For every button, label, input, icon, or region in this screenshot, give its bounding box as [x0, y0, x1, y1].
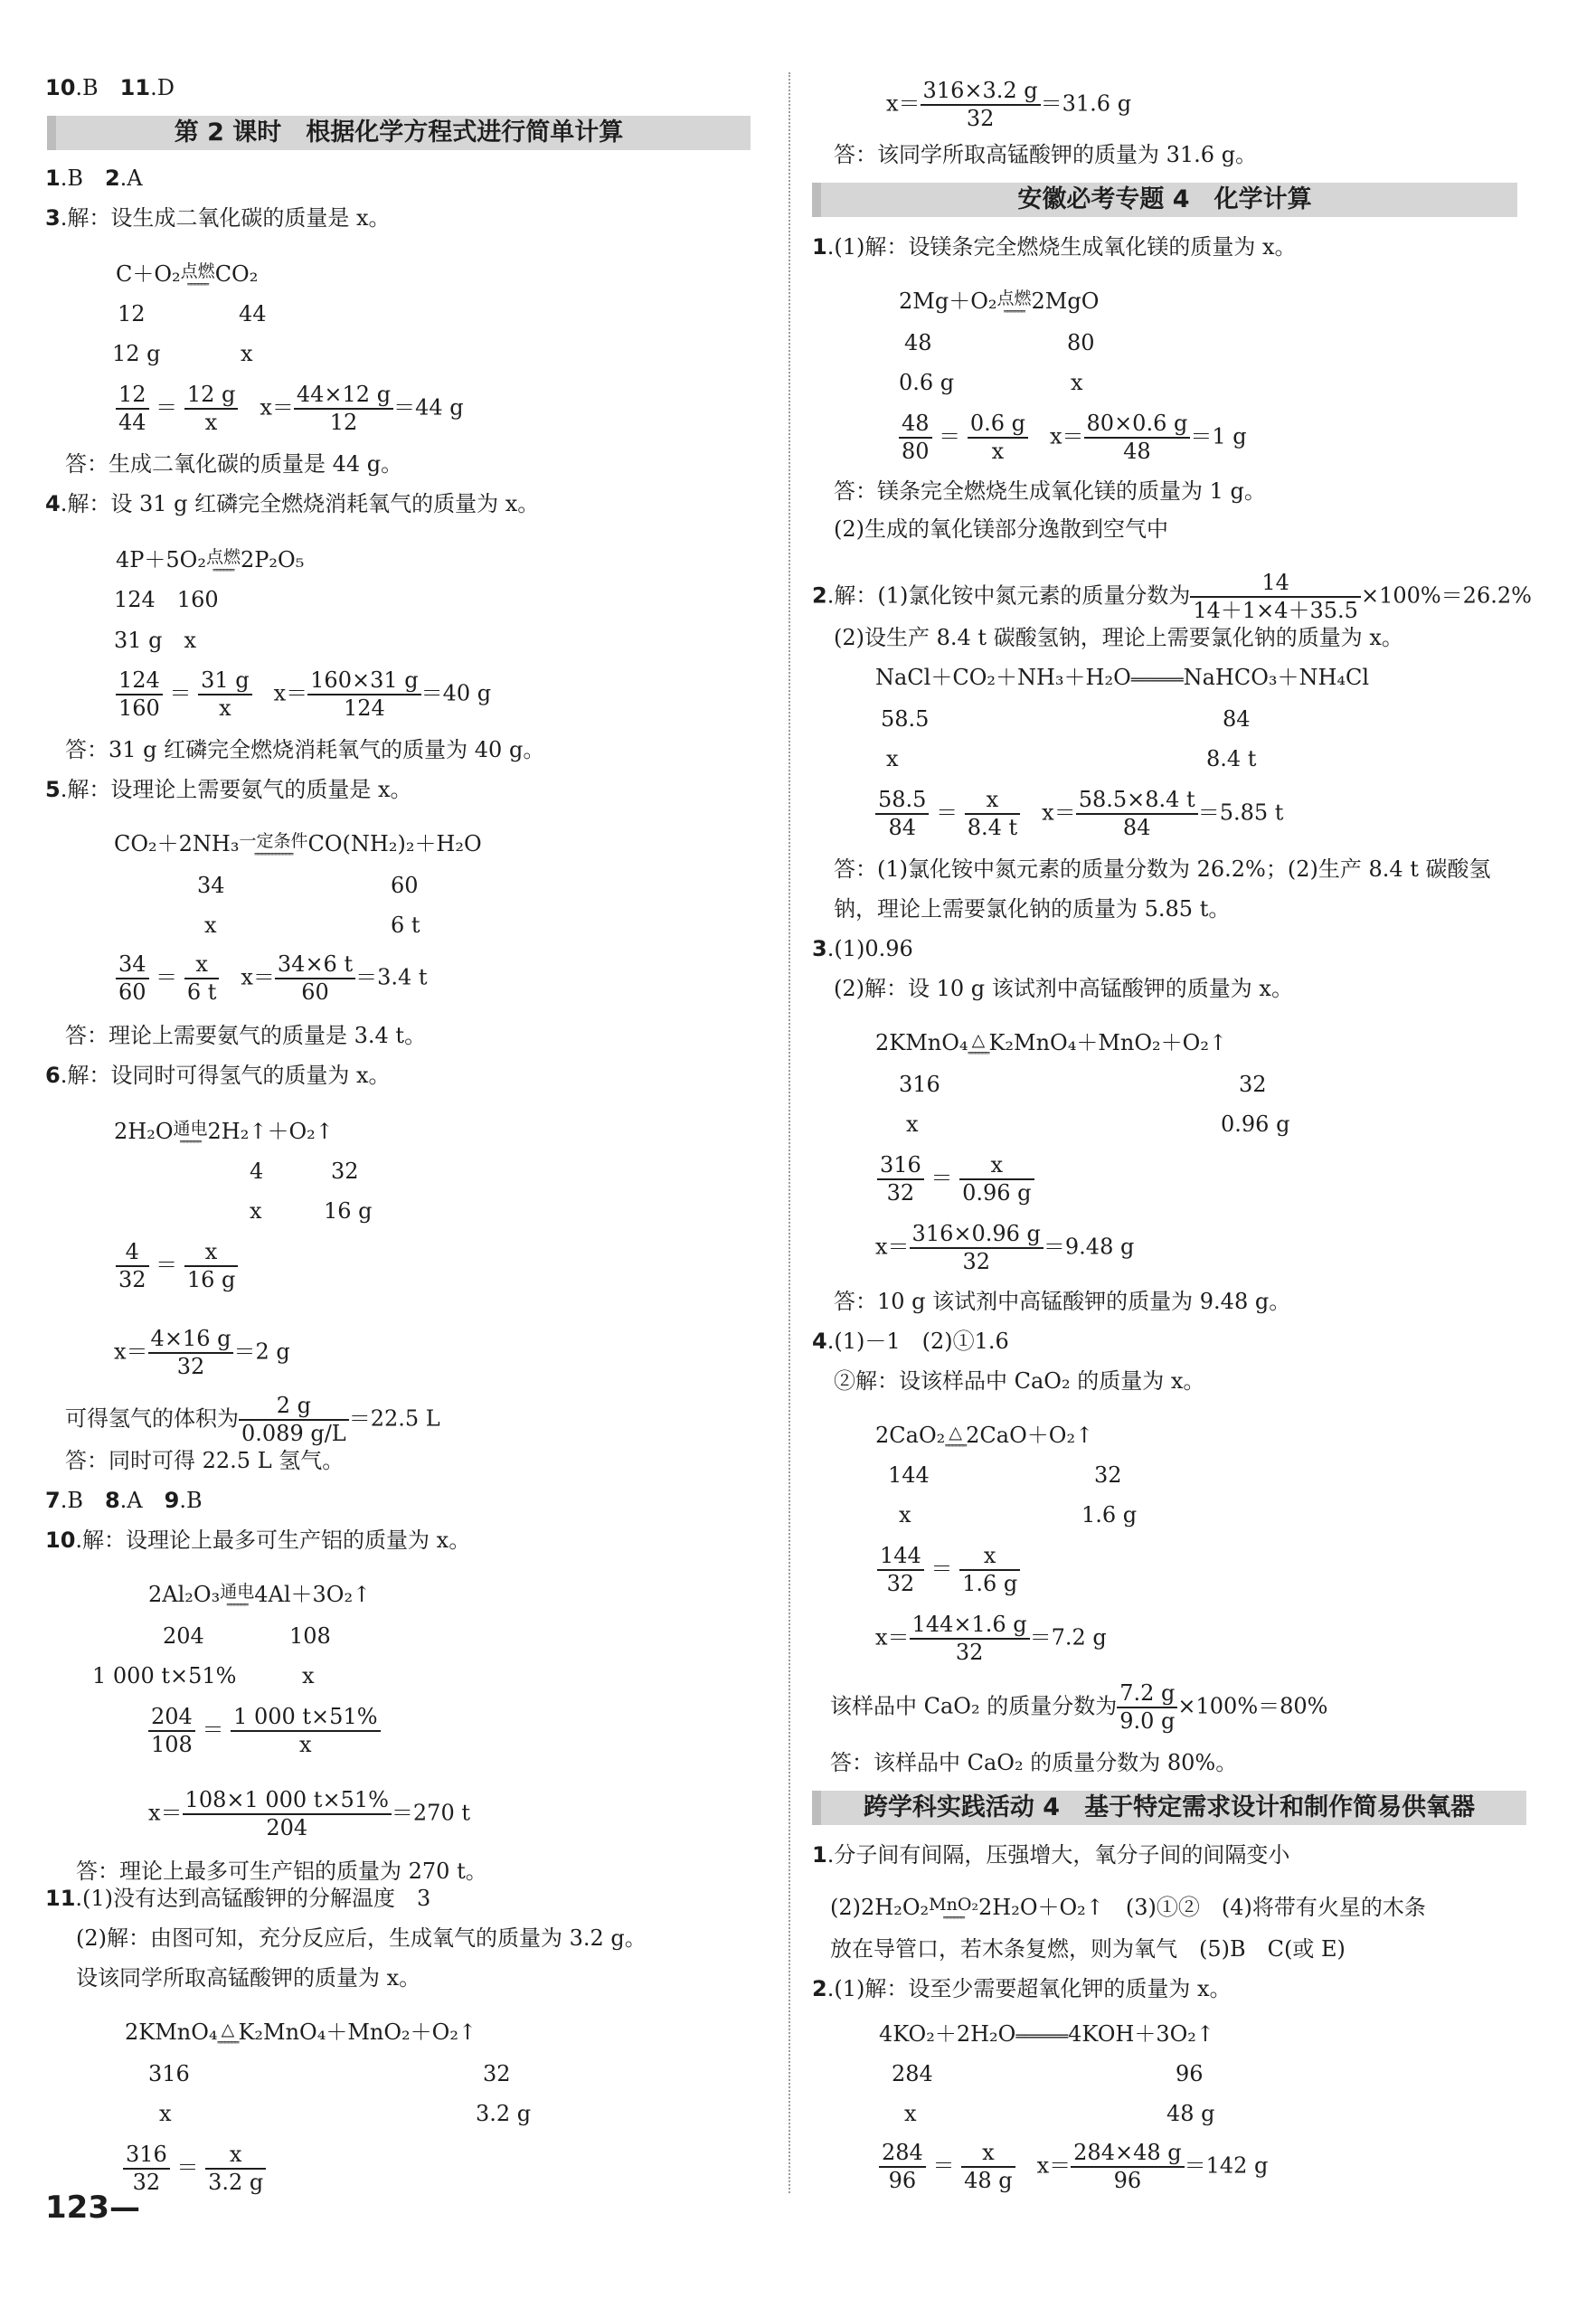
- topic-question-4: 4.(1)－1 (2)①1.6: [812, 1329, 1009, 1354]
- solution-q10: x＝ $\frac{108\times 1 000 t\times 51\%}{204}$ ＝270 t: [148, 1787, 470, 1840]
- molar-mass: 108: [289, 1623, 331, 1649]
- molar-mass: 32: [1239, 1072, 1267, 1097]
- molar-mass: 12: [118, 301, 146, 326]
- topic-question-1: 1.(1)解：设镁条完全燃烧生成氧化镁的质量为 x。: [812, 234, 1297, 260]
- section-banner-topic-4: 安徽必考专题 4 化学计算: [812, 183, 1517, 217]
- question-11-setup: 设该同学所取高锰酸钾的质量为 x。: [76, 1965, 421, 1991]
- activity-question-2: 2.(1)解：设至少需要超氧化钾的质量为 x。: [812, 1976, 1232, 2001]
- molar-mass: 32: [1094, 1462, 1122, 1488]
- molar-mass: 4: [250, 1159, 264, 1184]
- molar-mass: 32: [483, 2061, 511, 2086]
- answer-q10: 答：理论上最多可生产铝的质量为 270 t。: [76, 1859, 487, 1884]
- answer-q4: 答：31 g 红磷完全燃烧消耗氧气的质量为 40 g。: [65, 737, 545, 762]
- molar-mass: 124 160: [114, 587, 219, 612]
- molar-mass: 32: [331, 1159, 359, 1184]
- question-6: 6.解：设同时可得氢气的质量为 x。: [45, 1063, 391, 1088]
- molar-mass: 58.5: [881, 706, 930, 732]
- answer-line-7-9: 7.B 8.A 9.B: [45, 1488, 203, 1513]
- molar-mass: 48: [904, 330, 932, 355]
- molar-mass: 144: [888, 1462, 930, 1488]
- proportion-q5: $\frac{34}{60}$ ＝ $\frac{x}{6 t}$ x＝ $\frac{34\times 6 t}{60}$ ＝3.4 t: [116, 951, 428, 1006]
- unknown-mass: x: [886, 746, 899, 771]
- given-mass: 6 t: [391, 913, 420, 938]
- topic-question-2: 2.解：(1)氯化铵中氮元素的质量分数为 $\frac{14}{14+1\times 4+35.5}$ ×100%＝26.2%: [812, 570, 1532, 623]
- unknown-mass: x: [302, 1663, 315, 1688]
- molar-mass: 84: [1223, 706, 1251, 732]
- topic-question-3: 3.(1)0.96: [812, 936, 913, 961]
- solution-r3: x＝ $\frac{316\times 0.96 g}{32}$ ＝9.48 g: [875, 1221, 1135, 1274]
- activity-question-1-line-3: 放在导管口，若木条复燃，则为氧气 (5)B C(或 E): [830, 1936, 1346, 1962]
- section-banner-activity-4: 跨学科实践活动 4 基于特定需求设计和制作简易供氧器: [812, 1791, 1526, 1825]
- equation-q3: C＋O₂ 点燃 ══════ CO₂: [116, 261, 259, 288]
- unknown-mass: x: [250, 1198, 262, 1224]
- proportion-q4: $\frac{124}{160}$ ＝ $\frac{31 g}{x}$ x＝ $\frac{160\times 31 g}{124}$ ＝40 g: [116, 667, 491, 722]
- given-mass: 48 g: [1166, 2101, 1215, 2126]
- molar-mass: 60: [391, 873, 419, 898]
- molar-mass: 284: [892, 2061, 933, 2086]
- equation-r4: 2CaO₂ △ ══════ 2CaO＋O₂↑: [875, 1423, 1094, 1450]
- unknown-mass: x: [899, 1502, 911, 1528]
- proportion-r3: $\frac{316}{32}$ ＝ $\frac{x}{0.96 g}$: [877, 1152, 1034, 1206]
- question-11-part-2: (2)解：由图可知，充分反应后，生成氧气的质量为 3.2 g。: [76, 1925, 647, 1951]
- molar-mass: 34: [197, 873, 225, 898]
- equation-s2: 4KO₂＋2H₂O══════4KOH＋3O₂↑: [879, 2021, 1214, 2047]
- mass-fraction-r4: 该样品中 CaO₂ 的质量分数为 $\frac{7.2 g}{9.0 g}$ ×100%＝80%: [830, 1680, 1328, 1734]
- unknown-mass: x: [241, 341, 253, 366]
- question-r3-part-2: (2)解：设 10 g 该试剂中高锰酸钾的质量为 x。: [834, 976, 1293, 1001]
- volume-q6: 可得氢气的体积为 $\frac{2 g}{0.089 g/L}$ ＝22.5 L: [65, 1393, 440, 1446]
- question-5: 5.解：设理论上需要氨气的质量是 x。: [45, 777, 412, 802]
- equation-q6: 2H₂O 通电 ══════ 2H₂↑＋O₂↑: [114, 1119, 334, 1146]
- solution-r4: x＝ $\frac{144\times 1.6 g}{32}$ ＝7.2 g: [875, 1612, 1107, 1665]
- proportion-r2: $\frac{58.5}{84}$ ＝ $\frac{x}{8.4 t}$ x＝ $\frac{58.5\times 8.4 t}{84}$ ＝5.85 t: [875, 787, 1283, 841]
- proportion-s2: $\frac{284}{96}$ ＝ $\frac{x}{48 g}$ x＝ $\frac{284\times 48 g}{96}$ ＝142 g: [879, 2140, 1268, 2194]
- answer-line-1-2: 1.B 2.A: [45, 166, 143, 191]
- equation-r1: 2Mg＋O₂ 点燃 ══════ 2MgO: [899, 288, 1100, 316]
- molar-mass: 204: [163, 1623, 204, 1649]
- unknown-mass: x: [204, 913, 217, 938]
- question-r2-part-2: (2)设生产 8.4 t 碳酸氢钠，理论上需要氯化钠的质量为 x。: [834, 625, 1403, 650]
- answer-line-10-11: 10.B 11.D: [45, 75, 175, 100]
- proportion-q11: $\frac{316}{32}$ ＝ $\frac{x}{3.2 g}$: [123, 2142, 266, 2196]
- given-mass: 3.2 g: [476, 2101, 532, 2126]
- question-4: 4.解：设 31 g 红磷完全燃烧消耗氧气的质量为 x。: [45, 491, 540, 516]
- proportion-r1: $\frac{48}{80}$ ＝ $\frac{0.6 g}{x}$ x＝ $\frac{80\times 0.6 g}{48}$ ＝1 g: [899, 411, 1247, 465]
- given-mass: 0.96 g: [1221, 1111, 1290, 1137]
- answer-r1-part-2: (2)生成的氧化镁部分逸散到空气中: [834, 516, 1168, 542]
- unknown-mass: x: [906, 1111, 919, 1137]
- given-mass: 8.4 t: [1206, 746, 1257, 771]
- page-number: 123—: [45, 2190, 140, 2226]
- equation-r2: NaCl＋CO₂＋NH₃＋H₂O══════NaHCO₃＋NH₄Cl: [875, 665, 1370, 690]
- answer-r2-line-2: 钠，理论上需要氯化钠的质量为 5.85 t。: [834, 896, 1231, 922]
- unknown-mass: x: [159, 2101, 172, 2126]
- given-mass: 16 g: [324, 1198, 373, 1224]
- proportion-q10: $\frac{204}{108}$ ＝ $\frac{1 000 t\times 51\%}{x}$: [148, 1704, 381, 1758]
- unknown-mass: x: [1071, 370, 1083, 395]
- equation-q4: 4P＋5O₂ 点燃 ══════ 2P₂O₅: [116, 547, 305, 574]
- molar-mass: 96: [1176, 2061, 1204, 2086]
- molar-mass: 80: [1067, 330, 1095, 355]
- answer-q3: 答：生成二氧化碳的质量是 44 g。: [65, 451, 403, 477]
- unknown-mass: x: [904, 2101, 917, 2126]
- section-banner-lesson-2: 第 2 课时 根据化学方程式进行简单计算: [47, 116, 751, 150]
- molar-mass: 316: [899, 1072, 940, 1097]
- molar-mass: 316: [148, 2061, 190, 2086]
- question-3: 3.解：设生成二氧化碳的质量是 x。: [45, 205, 391, 231]
- proportion-q6: $\frac{4}{32}$ ＝ $\frac{x}{16 g}$: [116, 1239, 238, 1293]
- answer-r4: 答：该样品中 CaO₂ 的质量分数为 80%。: [830, 1750, 1238, 1775]
- molar-mass: 44: [239, 301, 267, 326]
- answer-r2-line-1: 答：(1)氯化铵中氮元素的质量分数为 26.2%；(2)生产 8.4 t 碳酸氢: [834, 856, 1491, 882]
- answer-q5: 答：理论上需要氨气的质量是 3.4 t。: [65, 1023, 427, 1048]
- equation-q5: CO₂＋2NH₃ 一定条件 ═══════════ CO(NH₂)₂＋H₂O: [114, 831, 482, 858]
- equation-q11: 2KMnO₄ △ ══════ K₂MnO₄＋MnO₂＋O₂↑: [125, 2020, 477, 2047]
- proportion-q3: $\frac{12}{44}$ ＝ $\frac{12 g}{x}$ x＝ $\frac{44\times 12 g}{12}$ ＝44 g: [116, 382, 464, 436]
- question-r4-part-2: ②解：设该样品中 CaO₂ 的质量为 x。: [834, 1368, 1205, 1394]
- solution-q6: x＝ $\frac{4\times 16 g}{32}$ ＝2 g: [114, 1326, 290, 1379]
- solution-q11-continued: x＝ $\frac{316\times 3.2 g}{32}$ ＝31.6 g: [886, 78, 1132, 131]
- proportion-r4: $\frac{144}{32}$ ＝ $\frac{x}{1.6 g}$: [877, 1543, 1020, 1597]
- question-11: 11.(1)没有达到高锰酸钾的分解温度 3: [45, 1886, 431, 1911]
- activity-question-1: 1.分子间有间隔，压强增大，氧分子间的间隔变小: [812, 1842, 1290, 1868]
- given-mass: 31 g x: [114, 628, 197, 653]
- given-mass: 1 000 t×51%: [92, 1663, 237, 1688]
- given-mass: 12 g: [112, 341, 161, 366]
- column-divider: [789, 72, 790, 2193]
- answer-q11: 答：该同学所取高锰酸钾的质量为 31.6 g。: [834, 142, 1258, 167]
- answer-q6: 答：同时可得 22.5 L 氢气。: [65, 1448, 345, 1473]
- given-mass: 0.6 g: [899, 370, 955, 395]
- given-mass: 1.6 g: [1081, 1502, 1138, 1528]
- activity-question-1-part-2: (2)2H₂O₂ MnO₂ ══════ 2H₂O＋O₂↑ (3)①② (4)将带有火星的木条: [830, 1895, 1426, 1922]
- answer-r1: 答：镁条完全燃烧生成氧化镁的质量为 1 g。: [834, 478, 1266, 504]
- answer-r3: 答：10 g 该试剂中高锰酸钾的质量为 9.48 g。: [834, 1289, 1291, 1314]
- equation-r3: 2KMnO₄ △ ══════ K₂MnO₄＋MnO₂＋O₂↑: [875, 1030, 1228, 1057]
- equation-q10: 2Al₂O₃ 通电 ══════ 4Al＋3O₂↑: [148, 1582, 372, 1609]
- question-10: 10.解：设理论上最多可生产铝的质量为 x。: [45, 1528, 471, 1553]
